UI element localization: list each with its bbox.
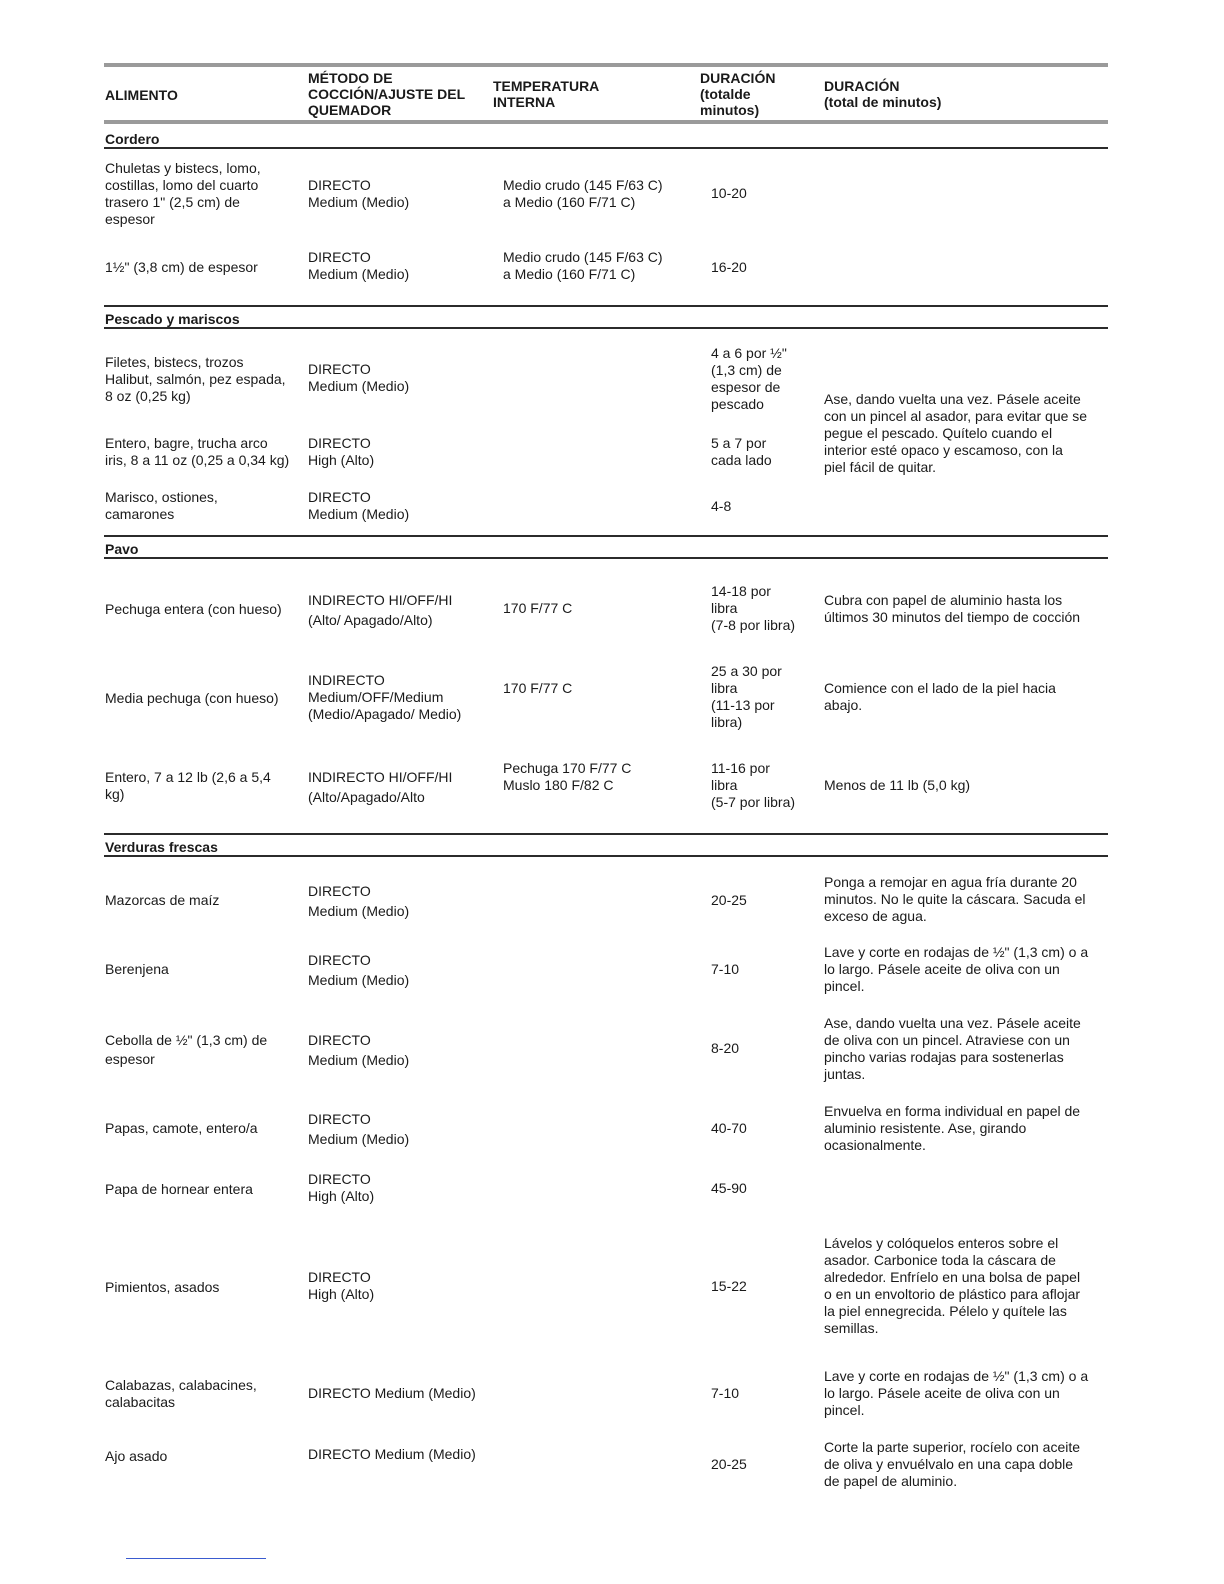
section-title-pescado: Pescado y mariscos — [105, 311, 240, 327]
time-cell: 4 a 6 por ½" (1,3 cm) de espesor de pescado — [711, 345, 787, 412]
time-cell: 10-20 — [711, 185, 747, 201]
time-cell: 14-18 por libra (7-8 por libra) — [711, 583, 796, 633]
food-cell: Pimientos, asados — [105, 1279, 220, 1295]
food-cell: Papas, camote, entero/a — [105, 1120, 258, 1136]
header-duracion-1: DURACIÓN (totalde minutos) — [700, 70, 776, 118]
note-cell: Comience con el lado de la piel hacia abajo. — [824, 680, 1056, 713]
method-cell: DIRECTO Medium (Medio) — [308, 361, 410, 394]
method-cell: DIRECTO Medium (Medio) — [308, 249, 410, 282]
section-rule — [104, 535, 1108, 537]
food-cell: Chuletas y bistecs, lomo, costillas, lomo del cuarto trasero 1" (2,5 cm) de espesor — [105, 160, 261, 227]
header-metodo: MÉTODO DE COCCIÓN/AJUSTE DEL QUEMADOR — [308, 70, 466, 118]
food-cell: Filetes, bistecs, trozos Halibut, salmón, pez espada, 8 oz (0,25 kg) — [105, 354, 286, 404]
food-cell: Entero, bagre, trucha arco iris, 8 a 11 oz (0,25 a 0,34 kg) — [105, 435, 290, 468]
section-rule — [104, 327, 1108, 329]
temp-cell: 170 F/77 C — [503, 600, 573, 616]
time-cell: 45-90 — [711, 1180, 747, 1196]
note-cell: Lave y corte en rodajas de ½" (1,3 cm) o a lo largo. Pásele aceite de oliva con un pincel. — [824, 1368, 1089, 1418]
header-alimento: ALIMENTO — [105, 87, 178, 103]
section-rule — [104, 147, 1108, 149]
note-cell: Lave y corte en rodajas de ½" (1,3 cm) o a lo largo. Pásele aceite de oliva con un pincel. — [824, 944, 1089, 994]
time-cell: 7-10 — [711, 1385, 740, 1401]
food-cell: Marisco, ostiones, camarones — [105, 489, 218, 522]
temp-cell: Medio crudo (145 F/63 C) a Medio (160 F/71 C) — [503, 249, 663, 282]
method-cell: INDIRECTO HI/OFF/HI (Alto/ Apagado/Alto) — [308, 592, 453, 628]
header-duracion-2: DURACIÓN (total de minutos) — [824, 78, 942, 110]
section-rule — [104, 833, 1108, 835]
note-cell: Lávelos y colóquelos enteros sobre el asador. Carbonice toda la cáscara de alrededor. Enfríelo en una bolsa de papel o en un envoltorio de plástico para aflojar la piel ennegrecida. Pélelo y quítele las semillas. — [824, 1235, 1081, 1336]
food-cell: Media pechuga (con hueso) — [105, 690, 279, 706]
method-cell: DIRECTO High (Alto) — [308, 1269, 375, 1302]
section-title-verduras: Verduras frescas — [105, 839, 218, 855]
food-cell: 1½" (3,8 cm) de espesor — [105, 259, 258, 275]
method-cell: DIRECTO High (Alto) — [308, 1171, 375, 1204]
note-cell: Ase, dando vuelta una vez. Pásele aceite con un pincel al asador, para evitar que se pegue el pescado. Quítelo cuando el interior esté opaco y escamoso, con la piel fácil de quitar. — [824, 391, 1088, 475]
food-cell: Entero, 7 a 12 lb (2,6 a 5,4 kg) — [105, 769, 271, 802]
method-cell: DIRECTO Medium (Medio) — [308, 1385, 476, 1401]
time-cell: 16-20 — [711, 259, 747, 275]
section-rule — [104, 557, 1108, 559]
method-cell: INDIRECTO HI/OFF/HI (Alto/Apagado/Alto — [308, 769, 453, 805]
method-cell: DIRECTO Medium (Medio) — [308, 1111, 410, 1147]
food-cell: Papa de hornear entera — [105, 1181, 253, 1197]
header-temperatura: TEMPERATURA INTERNA — [493, 78, 600, 110]
food-cell: Cebolla de ½" (1,3 cm) de espesor — [105, 1032, 268, 1067]
note-cell: Envuelva en forma individual en papel de aluminio resistente. Ase, girando ocasionalmente. — [824, 1103, 1081, 1153]
time-cell: 7-10 — [711, 961, 740, 977]
method-cell: DIRECTO Medium (Medio) — [308, 177, 410, 210]
temp-cell: Medio crudo (145 F/63 C) a Medio (160 F/71 C) — [503, 177, 663, 210]
note-cell: Corte la parte superior, rocíelo con aceite de oliva y envuélvalo en una capa doble de papel de aluminio. — [824, 1439, 1081, 1489]
food-cell: Ajo asado — [105, 1448, 168, 1464]
time-cell: 8-20 — [711, 1040, 740, 1056]
header-bottom-rule — [104, 120, 1108, 124]
food-cell: Pechuga entera (con hueso) — [105, 601, 282, 617]
time-cell: 20-25 — [711, 892, 747, 908]
method-cell: DIRECTO Medium (Medio) — [308, 883, 410, 919]
method-cell: DIRECTO Medium (Medio) — [308, 1032, 410, 1068]
food-cell: Berenjena — [105, 961, 169, 977]
section-title-cordero: Cordero — [105, 131, 160, 147]
time-cell: 15-22 — [711, 1278, 747, 1294]
section-rule — [104, 305, 1108, 307]
time-cell: 11-16 por libra (5-7 por libra) — [711, 760, 796, 810]
note-cell: Ponga a remojar en agua fría durante 20 minutos. No le quite la cáscara. Sacuda el exceso de agua. — [824, 874, 1086, 924]
note-cell: Cubra con papel de aluminio hasta los últimos 30 minutos del tiempo de cocción — [824, 592, 1081, 625]
footnote-divider — [126, 1558, 266, 1559]
food-cell: Mazorcas de maíz — [105, 892, 220, 908]
time-cell: 25 a 30 por libra (11-13 por libra) — [711, 663, 782, 730]
note-cell: Menos de 11 lb (5,0 kg) — [824, 777, 971, 793]
section-title-pavo: Pavo — [105, 541, 139, 557]
food-cell: Calabazas, calabacines, calabacitas — [105, 1377, 257, 1410]
temp-cell: Pechuga 170 F/77 C Muslo 180 F/82 C — [503, 760, 632, 793]
method-cell: DIRECTO High (Alto) — [308, 435, 375, 468]
time-cell: 40-70 — [711, 1120, 747, 1136]
temp-cell: 170 F/77 C — [503, 680, 573, 696]
header-top-rule — [104, 63, 1108, 67]
time-cell: 20-25 — [711, 1456, 747, 1472]
time-cell: 4-8 — [711, 498, 732, 514]
time-cell: 5 a 7 por cada lado — [711, 435, 772, 468]
note-cell: Ase, dando vuelta una vez. Pásele aceite de oliva con un pincel. Atraviese con un pincho varias rodajas para sostenerlas juntas. — [824, 1015, 1081, 1082]
method-cell: INDIRECTO Medium/OFF/Medium (Medio/Apagado/ Medio) — [308, 672, 462, 722]
method-cell: DIRECTO Medium (Medio) — [308, 952, 410, 988]
method-cell: DIRECTO Medium (Medio) — [308, 489, 410, 522]
method-cell: DIRECTO Medium (Medio) — [308, 1446, 476, 1462]
section-rule — [104, 855, 1108, 857]
